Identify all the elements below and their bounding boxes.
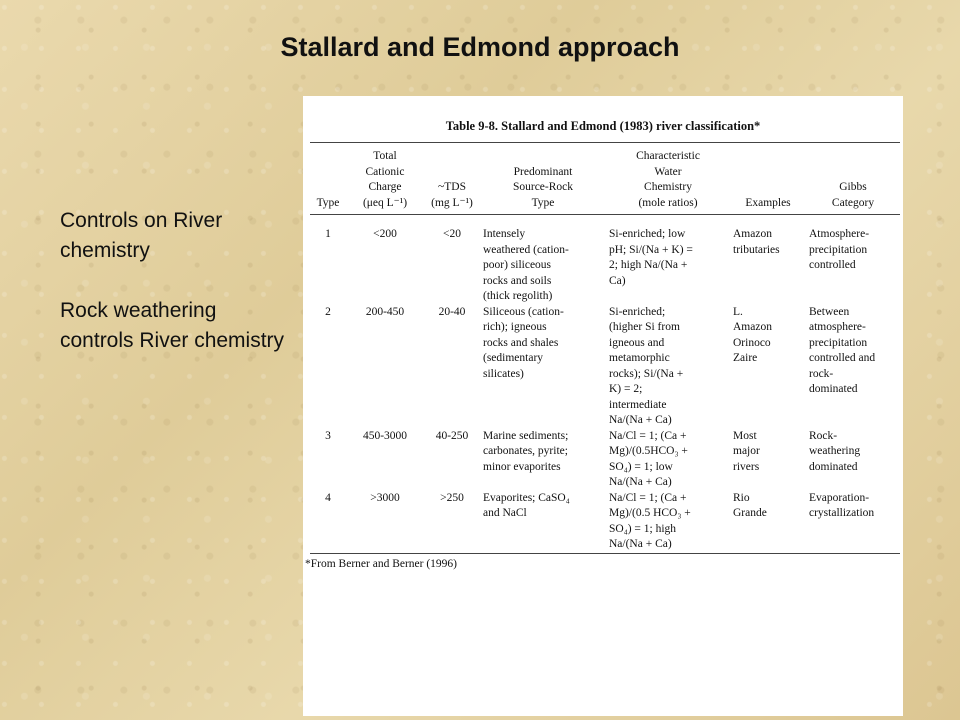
cell-charge: 450-3000 bbox=[362, 429, 408, 442]
table-footnote: *From Berner and Berner (1996) bbox=[305, 557, 458, 570]
cell-water-chemistry: Si-enriched; (higher Si from igneous and metamorphic rocks); Si/(Na + K) = 2; intermediate Na/(Na + Ca) bbox=[609, 305, 684, 426]
cell-gibbs: Atmosphere- precipitation controlled bbox=[809, 228, 870, 271]
table-title: Table 9-8. Stallard and Edmond (1983) river classification* bbox=[445, 119, 761, 133]
cell-source-rock: Evaporites; CaSO₄ and NaCl bbox=[480, 491, 606, 554]
table-row bbox=[310, 215, 900, 305]
cell-gibbs: Between atmosphere- precipitation controlled and rock- dominated bbox=[809, 305, 876, 395]
cell-charge: 200-450 bbox=[365, 305, 405, 318]
cell-source-rock: Intensely weathered (cation- poor) siliceous rocks and soils (thick regolith) bbox=[483, 228, 569, 302]
cell-examples: L. Amazon Orinoco Zaire bbox=[733, 305, 772, 364]
table-row bbox=[310, 429, 900, 491]
header-source-rock: Predominant Source-Rock Type bbox=[480, 143, 606, 215]
header-gibbs: Gibbs Category bbox=[806, 143, 900, 215]
cell-examples: Amazon tributaries bbox=[733, 228, 780, 256]
cell-type: 3 bbox=[325, 429, 331, 442]
cell-water-chemistry: Si-enriched; low pH; Si/(Na + K) = 2; high Na/(Na + Ca) bbox=[609, 228, 693, 287]
cell-type: 4 bbox=[310, 491, 346, 554]
cell-tds: <20 bbox=[443, 228, 461, 240]
cell-gibbs: Evaporation- crystallization bbox=[806, 491, 900, 554]
table-row bbox=[310, 491, 900, 554]
bullet-item: Rock weathering controls River chemistry bbox=[60, 299, 285, 352]
bullet-list bbox=[60, 206, 290, 386]
header-type: Type bbox=[310, 143, 346, 215]
cell-tds: 40-250 bbox=[435, 429, 469, 442]
cell-source-rock: Siliceous (cation- rich); igneous rocks and shales (sedimentary silicates) bbox=[483, 305, 564, 380]
bullet-item: Controls on River chemistry bbox=[60, 209, 223, 262]
slide-title: Stallard and Edmond approach bbox=[280, 32, 680, 62]
table-image-panel bbox=[303, 96, 903, 716]
cell-tds: >250 bbox=[424, 491, 480, 554]
table-header-row bbox=[310, 143, 900, 215]
header-charge: Total Cationic Charge (μeq L⁻¹) bbox=[346, 143, 424, 215]
header-examples: Examples bbox=[730, 143, 806, 215]
cell-charge: <200 bbox=[373, 228, 397, 240]
cell-gibbs: Rock- weathering dominated bbox=[809, 429, 861, 473]
cell-water-chemistry: Na/Cl = 1; (Ca + Mg)/(0.5 HCO₃ + SO₄) = 1; high Na/(Na + Ca) bbox=[606, 491, 730, 554]
header-water-chemistry: Characteristic Water Chemistry (mole ratios) bbox=[606, 143, 730, 215]
cell-tds: 20-40 bbox=[438, 305, 466, 318]
cell-type: 1 bbox=[325, 228, 331, 240]
header-tds: ~TDS (mg L⁻¹) bbox=[424, 143, 480, 215]
cell-charge: >3000 bbox=[346, 491, 424, 554]
cell-source-rock: Marine sediments; carbonates, pyrite; minor evaporites bbox=[483, 429, 569, 473]
cell-examples: Rio Grande bbox=[730, 491, 806, 554]
cell-water-chemistry: Na/Cl = 1; (Ca + Mg)/(0.5HCO₃ + SO₄) = 1; low Na/(Na + Ca) bbox=[609, 429, 688, 488]
cell-type: 2 bbox=[325, 305, 331, 318]
cell-examples: Most major rivers bbox=[733, 429, 760, 473]
river-classification-table bbox=[310, 142, 900, 554]
table-row bbox=[310, 305, 900, 429]
